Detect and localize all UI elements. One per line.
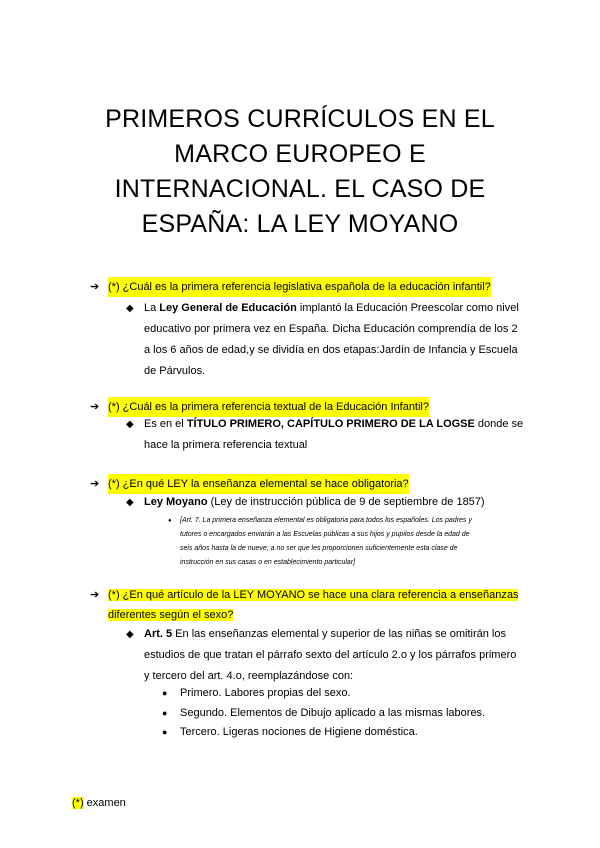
question-text: (*) ¿Cuál es la primera referencia textual de la Educación Infantil? [108, 397, 429, 417]
answer-text: educativo por primera vez en España. Dicha Educación comprendía de los 2 [144, 323, 518, 335]
answer-4 [126, 624, 544, 687]
diamond-bullet-icon: ◆ [126, 629, 134, 640]
answer-text: En las enseñanzas elemental y superior de las niñas se omitirán los [172, 628, 506, 640]
title-line: PRIMEROS CURRÍCULOS EN EL [105, 105, 495, 133]
question-line: (*) ¿En qué artículo de la LEY MOYANO se hace una clara referencia a enseñanzas [108, 589, 519, 601]
arrow-right-icon: ➔ [90, 589, 100, 601]
quote-line: tutores o encargados enviarán a las Escuelas públicas a sus hijos y pupilos desde la edad de [180, 531, 470, 538]
question-1 [90, 277, 491, 297]
answer-text: de Párvulos. [144, 365, 206, 377]
answer-bold: Art. 5 [144, 628, 173, 640]
quote-line: seis años hasta la de nueve; a no ser que les proporcionen suficientemente esta clase de [180, 545, 458, 552]
title-line: ESPAÑA: LA LEY MOYANO [141, 210, 459, 238]
title-line: INTERNACIONAL. EL CASO DE [114, 175, 486, 203]
list-item-text: Primero. Labores propias del sexo. [180, 687, 351, 699]
list-item [162, 722, 418, 742]
bullet-dot-icon: ● [162, 727, 168, 737]
footnote [72, 795, 126, 811]
title-line: MARCO EUROPEO E [174, 140, 426, 168]
question-text [108, 585, 518, 625]
diamond-bullet-icon: ◆ [126, 303, 134, 314]
quote-line: [Art. 7. La primera enseñanza elemental es obligatoria para todos los españoles. Los padres y [180, 517, 472, 524]
quote-block [168, 514, 545, 570]
answer-bold: TÍTULO PRIMERO, CAPÍTULO PRIMERO DE LA LOGSE [186, 418, 475, 430]
bullet-dot-icon: ● [162, 708, 168, 718]
question-3 [90, 474, 409, 494]
list-item-text: Segundo. Elementos de Dibujo aplicado a las mismas labores. [180, 707, 486, 719]
question-line: diferentes según el sexo? [108, 609, 234, 621]
answer-2 [126, 414, 544, 456]
answer-text: estudios de que tratan el párrafo sexto del artículo 2.o y los párrafos primero [144, 649, 517, 661]
footnote-mark: (*) [72, 797, 84, 809]
answer-text: implantó la Educación Preescolar como nivel [296, 302, 519, 314]
answer-text: a los 6 años de edad,y se dividía en dos etapas:Jardín de Infancia y Escuela [144, 344, 518, 356]
arrow-right-icon: ➔ [90, 478, 100, 490]
list-item [162, 703, 486, 723]
list-item [162, 683, 351, 703]
question-4 [90, 585, 518, 625]
quote-line: instrucción en sus casas o en establecimiento particular] [180, 559, 356, 566]
answer-text: donde se [474, 418, 524, 430]
answer-bold: Ley General de Educación [159, 302, 297, 314]
answer-text: y tercero del art. 4.o, reemplazándose con: [144, 670, 354, 682]
list-item-text: Tercero. Ligeras nociones de Higiene doméstica. [180, 726, 418, 738]
answer-text: (Ley de instrucción pública de 9 de septiembre de 1857) [207, 496, 485, 508]
answer-text: hace la primera referencia textual [144, 439, 308, 451]
answer-bold: Ley Moyano [144, 496, 208, 508]
bullet-dot-icon: ● [168, 518, 172, 524]
footnote-text: examen [83, 797, 126, 809]
answer-text: La [144, 302, 160, 314]
answer-text: Es en el [144, 418, 187, 430]
page-title [40, 102, 560, 242]
question-text: (*) ¿En qué LEY la enseñanza elemental se hace obligatoria? [108, 474, 409, 494]
question-text: (*) ¿Cuál es la primera referencia legislativa española de la educación infantil? [108, 277, 491, 297]
bullet-dot-icon: ● [162, 688, 168, 698]
arrow-right-icon: ➔ [90, 401, 100, 413]
diamond-bullet-icon: ◆ [126, 497, 134, 508]
answer-3 [126, 492, 544, 513]
diamond-bullet-icon: ◆ [126, 419, 134, 430]
arrow-right-icon: ➔ [90, 281, 100, 293]
answer-1 [126, 298, 544, 382]
